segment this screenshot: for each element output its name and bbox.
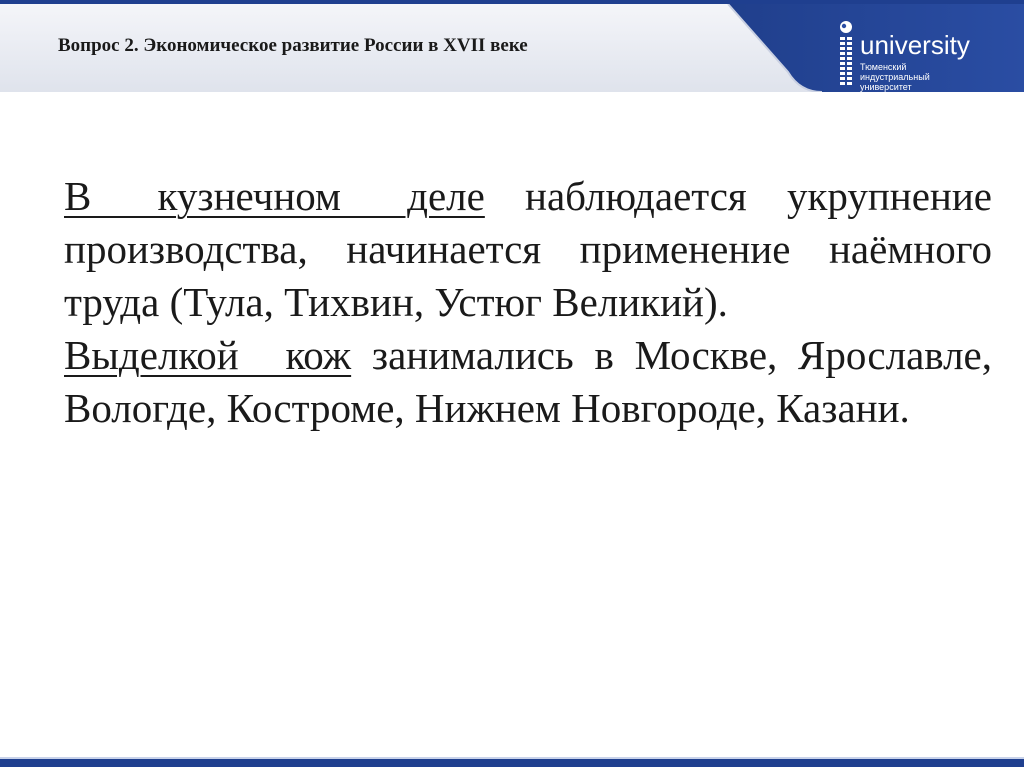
logo-wordmark: university [860,30,970,60]
university-logo [834,20,974,92]
paragraph-smithing-text: наблюдается укрупнение производства, начинается применение наёмного труда (Тула, Тихвин, Устюг Великий). [64,173,992,325]
logo-subtitle-line-1: Тюменский [860,62,907,72]
term-leather: Выделкой кож [64,332,352,378]
paragraph-leather-text: занимались в Москве, Ярославле, Вологде, Костроме, Нижнем Новгороде, Казани. [64,332,992,431]
bottom-border-highlight [0,757,1024,759]
paragraph-leather [64,329,992,435]
slide-title: Вопрос 2. Экономическое развитие России в XVII веке [58,35,528,56]
slide-body [64,170,992,435]
paragraph-smithing [64,170,992,329]
term-smithing: В кузнечном деле [64,173,485,219]
header-band [0,4,1024,92]
bottom-border [0,757,1024,767]
university-logo-icon [834,20,858,92]
logo-subtitle-line-3: университет [860,82,912,92]
logo-subtitle-line-2: индустриальный [860,72,930,82]
